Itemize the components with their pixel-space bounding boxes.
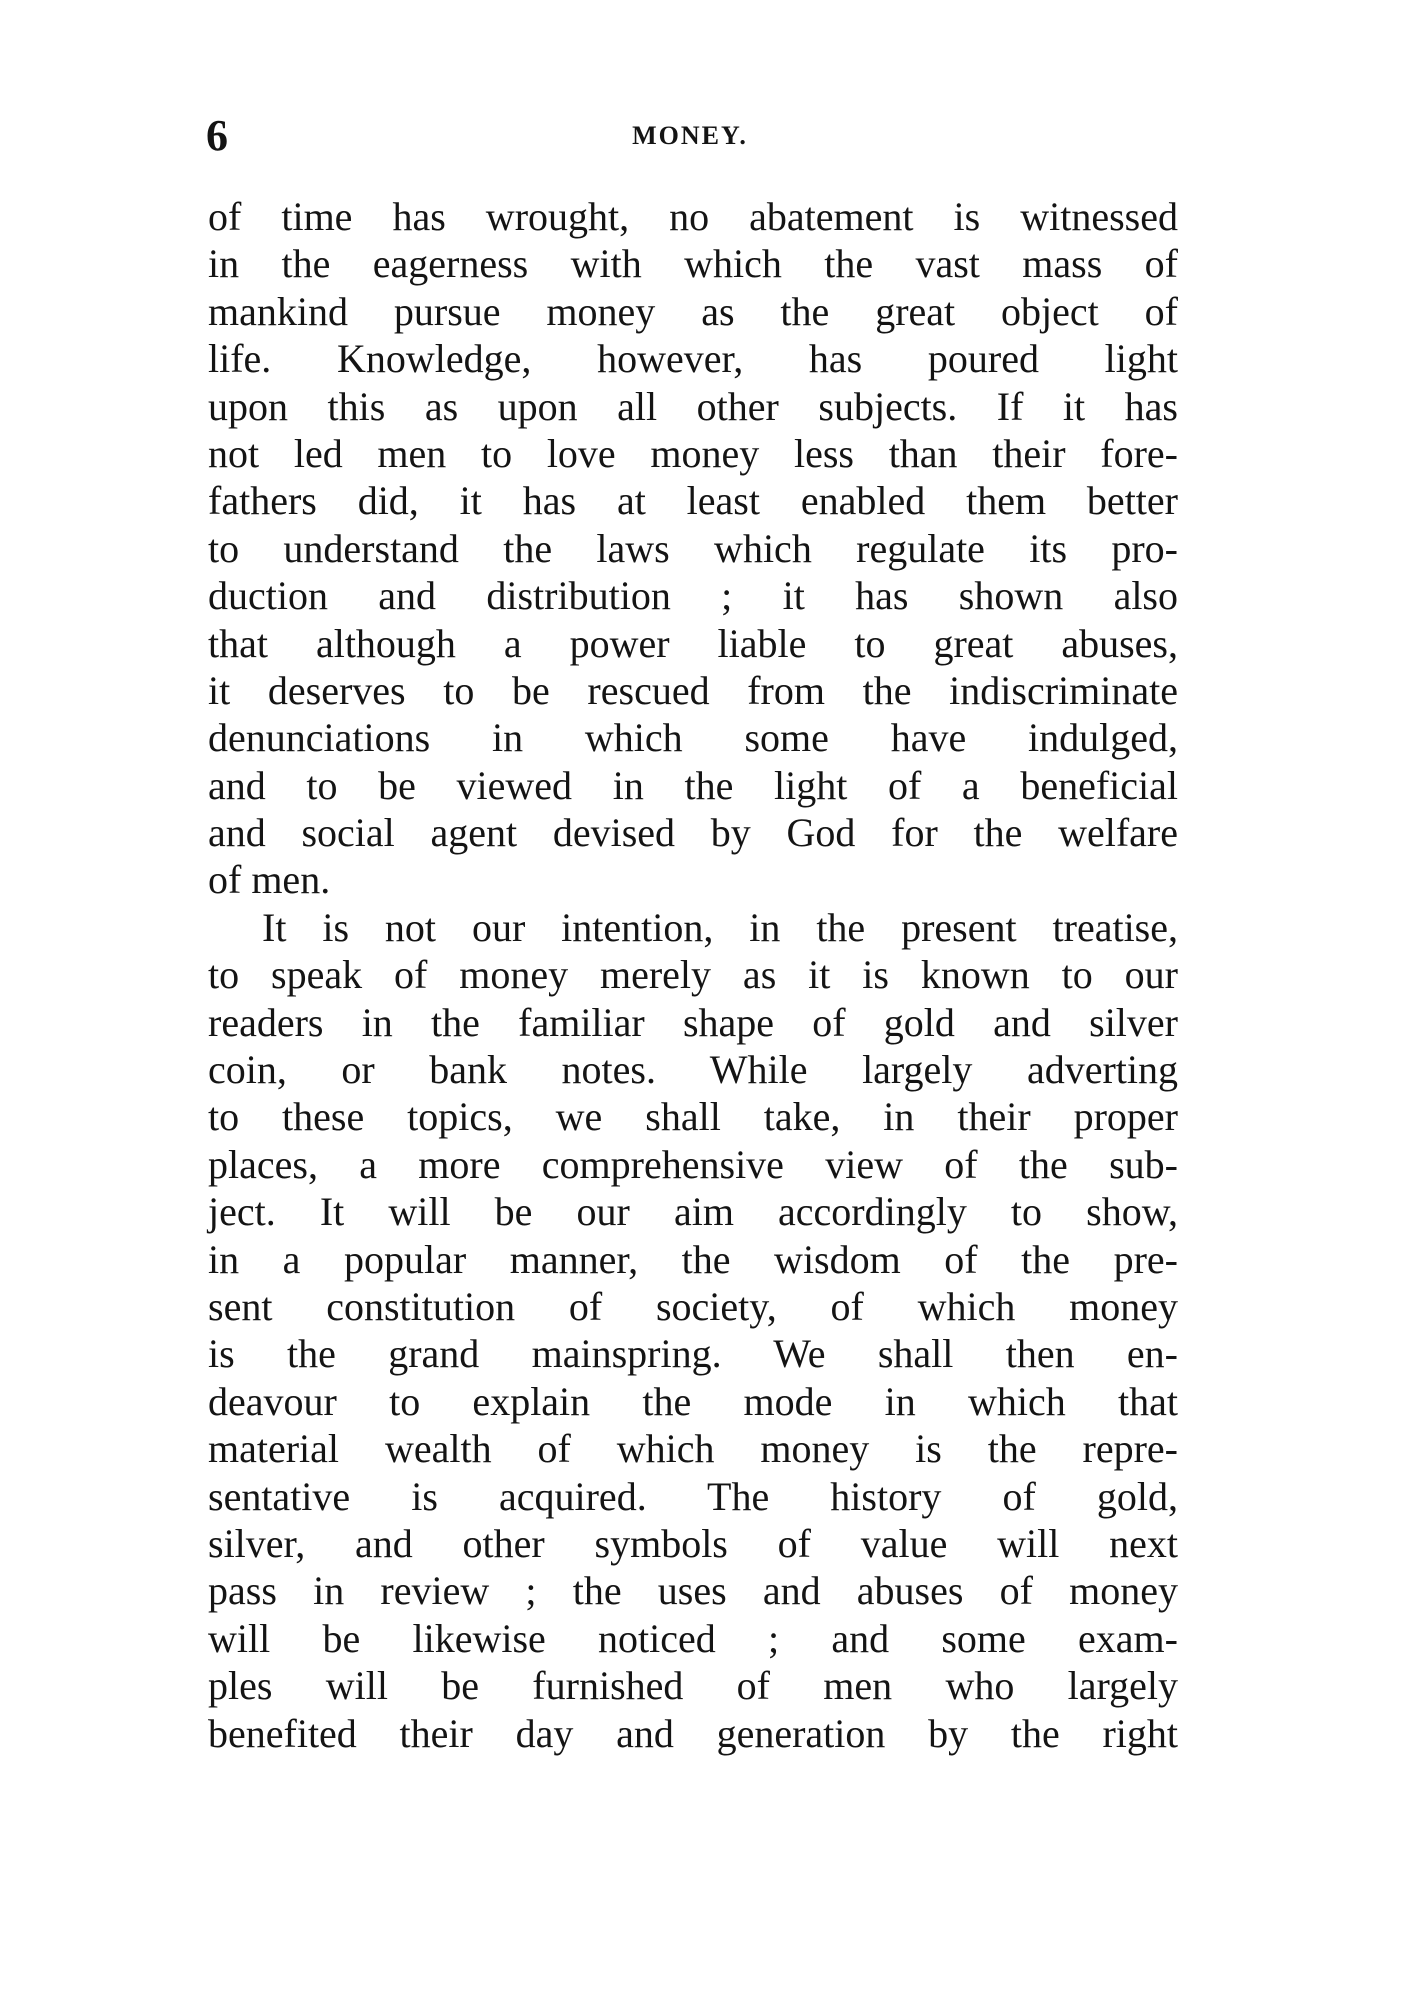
text-line: upon this as upon all other subjects. If it has	[208, 383, 1178, 429]
text-line: duction and distribution ; it has shown also	[208, 573, 1178, 619]
text-line: it deserves to be rescued from the indiscriminate	[208, 667, 1178, 713]
text-line: deavour to explain the mode in which that	[208, 1378, 1178, 1424]
text-line: readers in the familiar shape of gold and silver	[208, 999, 1178, 1045]
text-line: ples will be furnished of men who largely	[208, 1663, 1178, 1709]
body-text	[208, 193, 1178, 1757]
text-line: and to be viewed in the light of a beneficial	[208, 762, 1178, 808]
text-line: that although a power liable to great abuses,	[208, 620, 1178, 666]
text-line: to speak of money merely as it is known to our	[208, 952, 1178, 998]
text-line: coin, or bank notes. While largely adverting	[208, 1047, 1178, 1093]
text-line: of men.	[208, 857, 331, 903]
paragraph-2	[208, 904, 1178, 1757]
text-line: and social agent devised by God for the welfare	[208, 810, 1178, 856]
text-line: in a popular manner, the wisdom of the pre-	[208, 1236, 1178, 1282]
text-line: fathers did, it has at least enabled them better	[208, 478, 1178, 524]
text-line: pass in review ; the uses and abuses of money	[208, 1568, 1178, 1614]
text-line: of time has wrought, no abatement is witnessed	[208, 194, 1178, 239]
paragraph-1	[208, 193, 1178, 904]
text-line: sentative is acquired. The history of gold,	[208, 1473, 1178, 1519]
text-line: is the grand mainspring. We shall then en-	[208, 1331, 1178, 1377]
text-line: places, a more comprehensive view of the sub-	[208, 1141, 1178, 1187]
text-line: sent constitution of society, of which money	[208, 1283, 1178, 1329]
text-line: to understand the laws which regulate its pro-	[208, 525, 1178, 571]
text-line: to these topics, we shall take, in their proper	[208, 1094, 1178, 1140]
text-line: in the eagerness with which the vast mass of	[208, 241, 1178, 287]
page-number: 6	[206, 111, 228, 160]
running-title: MONEY.	[632, 121, 748, 150]
text-line: denunciations in which some have indulged,	[208, 715, 1178, 761]
text-line: ject. It will be our aim accordingly to show,	[208, 1189, 1178, 1235]
text-line: not led men to love money less than their fore-	[208, 430, 1178, 476]
text-line: will be likewise noticed ; and some exam-	[208, 1615, 1178, 1661]
text-line: material wealth of which money is the repre-	[208, 1426, 1178, 1472]
text-line: life. Knowledge, however, has poured light	[208, 336, 1178, 382]
text-line: mankind pursue money as the great object of	[208, 288, 1178, 334]
text-line: It is not our intention, in the present treatise,	[262, 904, 1178, 950]
text-line: benefited their day and generation by the right	[208, 1710, 1178, 1756]
text-line: silver, and other symbols of value will next	[208, 1520, 1178, 1566]
